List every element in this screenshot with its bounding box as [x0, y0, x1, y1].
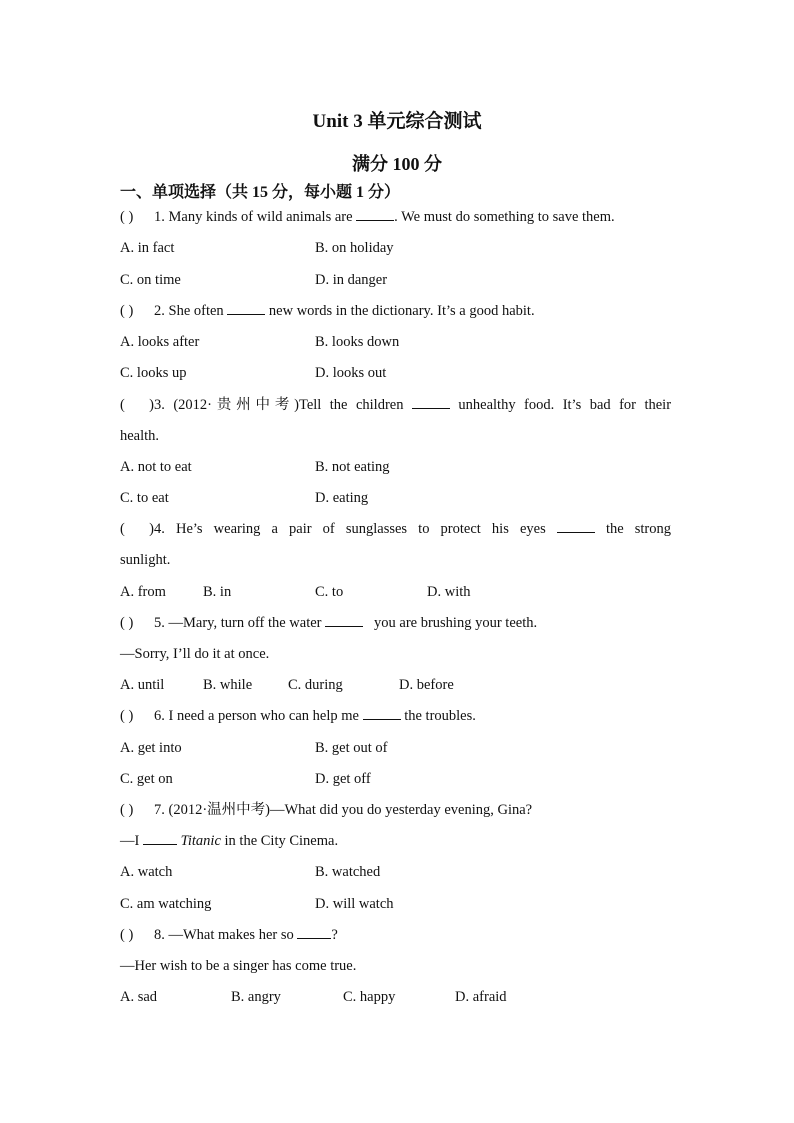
option-b: B. get out of	[315, 740, 388, 756]
answer-blank	[227, 302, 265, 315]
option-c: C. looks up	[120, 365, 187, 381]
option-a: A. in fact	[120, 240, 175, 256]
answer-blank	[297, 926, 331, 939]
option-c: C. during	[288, 677, 343, 693]
question-3-continued: health.	[120, 428, 160, 444]
option-d: D. will watch	[315, 896, 394, 912]
answer-paren: ( )	[120, 802, 134, 818]
answer-paren: ( )	[120, 303, 134, 319]
answer-paren: ( )	[120, 397, 154, 413]
question-3: ( )3. (2012·贵州中考)Tell the children unhealthy food. It’s bad for their	[120, 397, 672, 413]
question-7-reply: —I Titanic in the City Cinema.	[120, 833, 339, 849]
option-a: A. looks after	[120, 334, 200, 350]
option-d: D. before	[399, 677, 454, 693]
option-b: B. while	[203, 677, 253, 693]
option-a: A. watch	[120, 864, 173, 880]
option-d: D. in danger	[315, 272, 388, 288]
option-b: B. not eating	[315, 459, 390, 475]
question-5-reply: —Sorry, I’ll do it at once.	[120, 646, 270, 662]
option-d: D. looks out	[315, 365, 387, 381]
answer-paren: ( )	[120, 927, 134, 943]
answer-blank	[363, 707, 401, 720]
answer-blank	[356, 208, 394, 221]
option-b: B. watched	[315, 864, 381, 880]
option-c: C. on time	[120, 272, 181, 288]
option-a: A. sad	[120, 989, 158, 1005]
answer-blank	[557, 520, 595, 533]
option-b: B. in	[203, 584, 232, 600]
option-b: B. on holiday	[315, 240, 394, 256]
page-title: Unit 3 单元综合测试	[312, 111, 482, 132]
question-6: ( ) 6. I need a person who can help me the troubles.	[120, 708, 476, 724]
section-heading: 一、单项选择（共 15 分，每小题 1 分）	[120, 184, 401, 201]
answer-blank	[325, 614, 363, 627]
answer-paren: ( )	[120, 708, 134, 724]
option-d: D. afraid	[455, 989, 507, 1005]
question-2: ( ) 2. She often new words in the dictionary. It’s a good habit.	[120, 303, 535, 319]
option-b: B. angry	[231, 989, 281, 1005]
option-c: C. get on	[120, 771, 173, 787]
answer-paren: ( )	[120, 209, 134, 225]
option-d: D. with	[427, 584, 471, 600]
movie-title: Titanic	[180, 833, 221, 849]
question-8-reply: —Her wish to be a singer has come true.	[120, 958, 357, 974]
option-a: A. until	[120, 677, 165, 693]
answer-paren: ( )	[120, 615, 134, 631]
answer-blank	[143, 832, 177, 845]
option-c: C. happy	[343, 989, 396, 1005]
question-4-continued: sunlight.	[120, 552, 171, 568]
option-a: A. not to eat	[120, 459, 192, 475]
option-a: A. from	[120, 584, 166, 600]
answer-blank	[412, 396, 450, 409]
option-c: C. to	[315, 584, 344, 600]
full-score: 满分 100 分	[352, 154, 442, 174]
option-d: D. get off	[315, 771, 371, 787]
option-c: C. am watching	[120, 896, 212, 912]
question-8: ( ) 8. —What makes her so ?	[120, 927, 338, 943]
option-a: A. get into	[120, 740, 182, 756]
question-7: ( ) 7. (2012·温州中考)—What did you do yesterday evening, Gina?	[120, 802, 533, 818]
question-1: ( ) 1. Many kinds of wild animals are . We must do something to save them.	[120, 209, 615, 225]
option-d: D. eating	[315, 490, 369, 506]
answer-paren: ( )	[120, 521, 154, 537]
question-5: ( ) 5. —Mary, turn off the water you are brushing your teeth.	[120, 615, 538, 631]
question-4: ( )4. He’s wearing a pair of sunglasses to protect his eyes the strong	[120, 521, 672, 537]
option-b: B. looks down	[315, 334, 400, 350]
option-c: C. to eat	[120, 490, 169, 506]
